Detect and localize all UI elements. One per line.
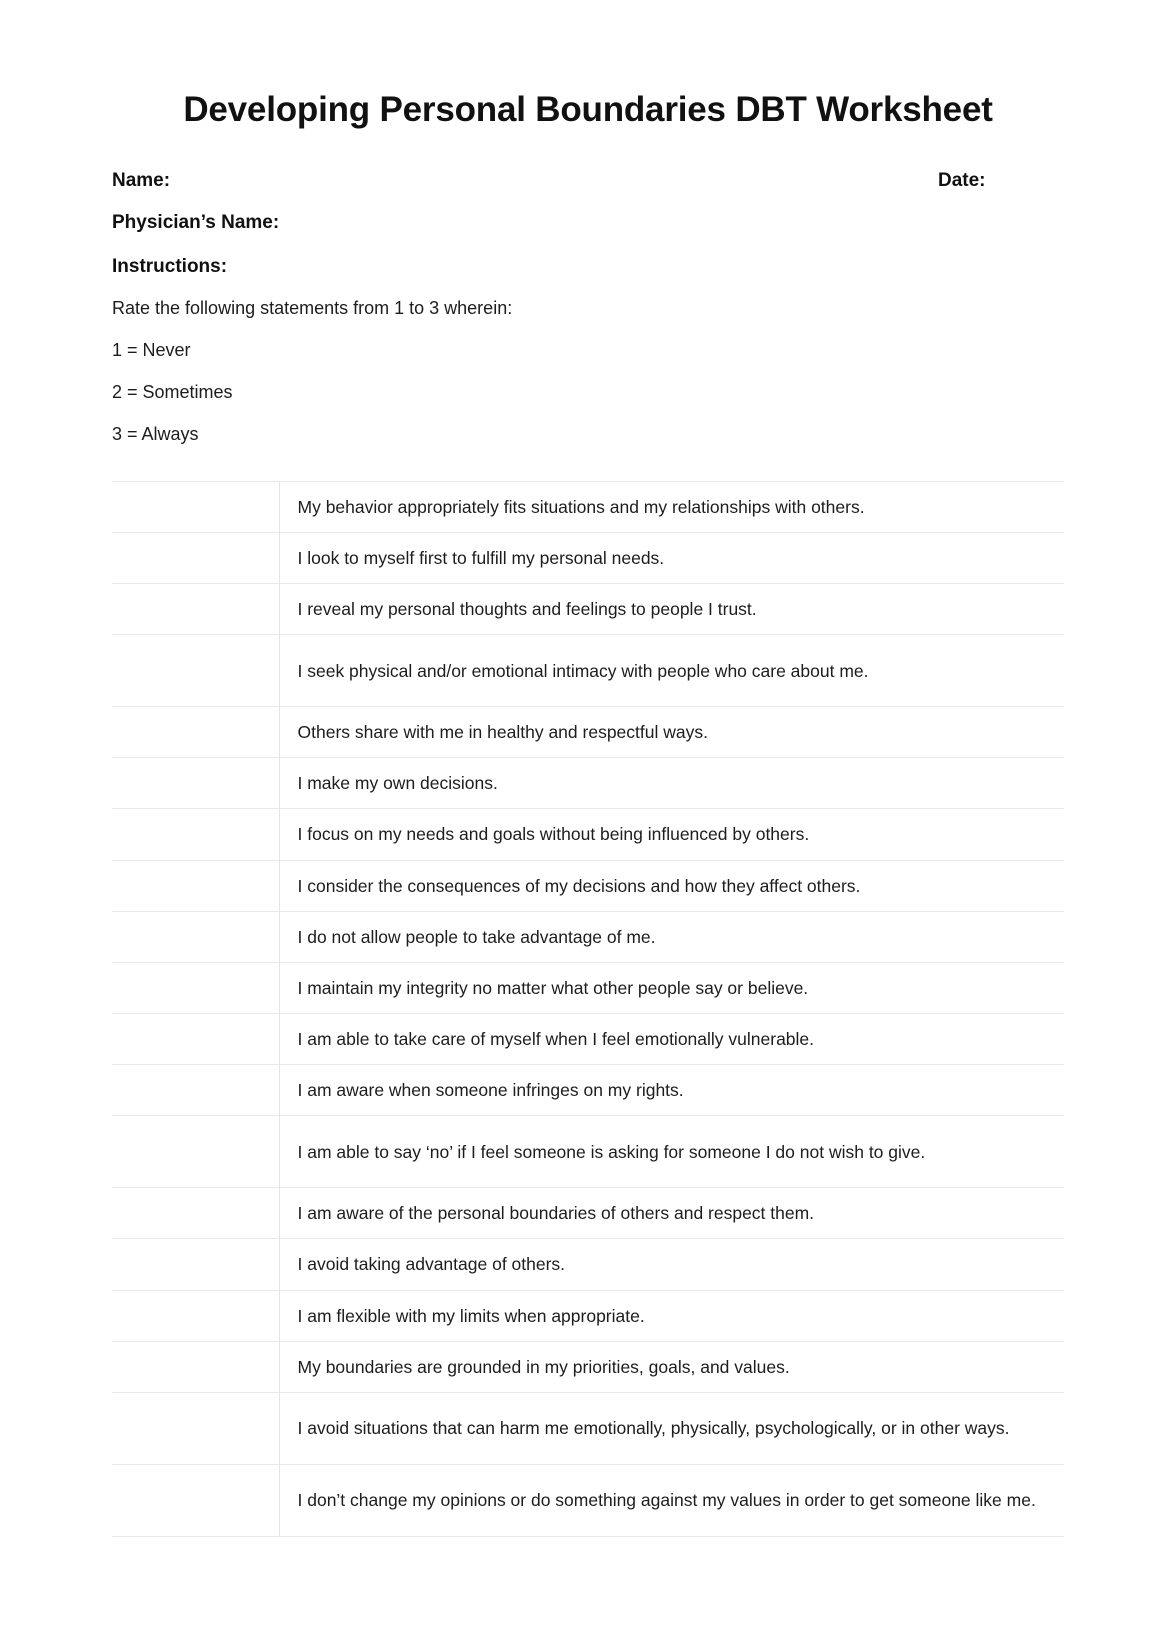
table-row (112, 1014, 1064, 1065)
statement-text: I avoid situations that can harm me emotionally, physically, psychologically, or in other ways. (279, 1392, 1064, 1464)
rating-input-cell[interactable] (112, 1065, 279, 1116)
table-row (112, 860, 1064, 911)
statement-text: I avoid taking advantage of others. (279, 1239, 1064, 1290)
rating-input-cell[interactable] (112, 584, 279, 635)
rating-input-cell[interactable] (112, 1116, 279, 1188)
table-row (112, 1464, 1064, 1536)
header-fields (0, 170, 1176, 234)
rating-input-cell[interactable] (112, 1014, 279, 1065)
statement-text: My behavior appropriately fits situations and my relationships with others. (279, 481, 1064, 532)
table-row (112, 1116, 1064, 1188)
table-row (112, 1239, 1064, 1290)
table-row (112, 481, 1064, 532)
table-row (112, 758, 1064, 809)
statement-text: I seek physical and/or emotional intimacy with people who care about me. (279, 635, 1064, 707)
table-row (112, 962, 1064, 1013)
statement-text: I don’t change my opinions or do something against my values in order to get someone like me. (279, 1464, 1064, 1536)
table-row (112, 532, 1064, 583)
statements-table (112, 481, 1064, 1537)
table-row (112, 707, 1064, 758)
name-date-row (112, 170, 1064, 192)
rating-input-cell[interactable] (112, 532, 279, 583)
statement-text: I do not allow people to take advantage of me. (279, 911, 1064, 962)
scale-item-3: 3 = Always (112, 423, 199, 444)
rating-input-cell[interactable] (112, 1239, 279, 1290)
table-row (112, 1290, 1064, 1341)
rating-input-cell[interactable] (112, 758, 279, 809)
statement-text: I am aware of the personal boundaries of others and respect them. (279, 1188, 1064, 1239)
statement-text: I consider the consequences of my decisions and how they affect others. (279, 860, 1064, 911)
statement-text: Others share with me in healthy and respectful ways. (279, 707, 1064, 758)
physician-name-label: Physician’s Name: (112, 211, 280, 233)
statements-table-body (112, 481, 1064, 1536)
statement-text: I look to myself first to fulfill my personal needs. (279, 532, 1064, 583)
instructions-lead-text: Rate the following statements from 1 to 3 wherein: (112, 297, 513, 318)
statement-text: I am flexible with my limits when appropriate. (279, 1290, 1064, 1341)
rating-input-cell[interactable] (112, 1290, 279, 1341)
statement-text: I reveal my personal thoughts and feelings to people I trust. (279, 584, 1064, 635)
scale-item-1: 1 = Never (112, 339, 191, 360)
rating-input-cell[interactable] (112, 962, 279, 1013)
date-label: Date: (938, 169, 986, 191)
table-row (112, 1188, 1064, 1239)
page-title: Developing Personal Boundaries DBT Worksheet (183, 90, 993, 129)
instructions-heading: Instructions: (112, 255, 228, 277)
scale-item-2: 2 = Sometimes (112, 381, 233, 402)
table-row (112, 584, 1064, 635)
rating-input-cell[interactable] (112, 1392, 279, 1464)
rating-input-cell[interactable] (112, 1188, 279, 1239)
table-row (112, 1065, 1064, 1116)
rating-input-cell[interactable] (112, 1464, 279, 1536)
statement-text: My boundaries are grounded in my priorities, goals, and values. (279, 1341, 1064, 1392)
rating-input-cell[interactable] (112, 635, 279, 707)
table-row (112, 1392, 1064, 1464)
statements-table-wrapper (0, 481, 1176, 1537)
rating-input-cell[interactable] (112, 1341, 279, 1392)
instructions-section (0, 256, 1176, 445)
physician-row (112, 212, 1064, 234)
table-row (112, 635, 1064, 707)
rating-input-cell[interactable] (112, 707, 279, 758)
rating-input-cell[interactable] (112, 911, 279, 962)
name-label: Name: (112, 169, 171, 191)
statement-text: I maintain my integrity no matter what other people say or believe. (279, 962, 1064, 1013)
table-row (112, 809, 1064, 860)
table-row (112, 1341, 1064, 1392)
rating-input-cell[interactable] (112, 860, 279, 911)
statement-text: I make my own decisions. (279, 758, 1064, 809)
table-row (112, 911, 1064, 962)
statement-text: I am able to say ‘no’ if I feel someone is asking for someone I do not wish to give. (279, 1116, 1064, 1188)
rating-input-cell[interactable] (112, 481, 279, 532)
statement-text: I am able to take care of myself when I feel emotionally vulnerable. (279, 1014, 1064, 1065)
statement-text: I focus on my needs and goals without being influenced by others. (279, 809, 1064, 860)
statement-text: I am aware when someone infringes on my rights. (279, 1065, 1064, 1116)
rating-input-cell[interactable] (112, 809, 279, 860)
